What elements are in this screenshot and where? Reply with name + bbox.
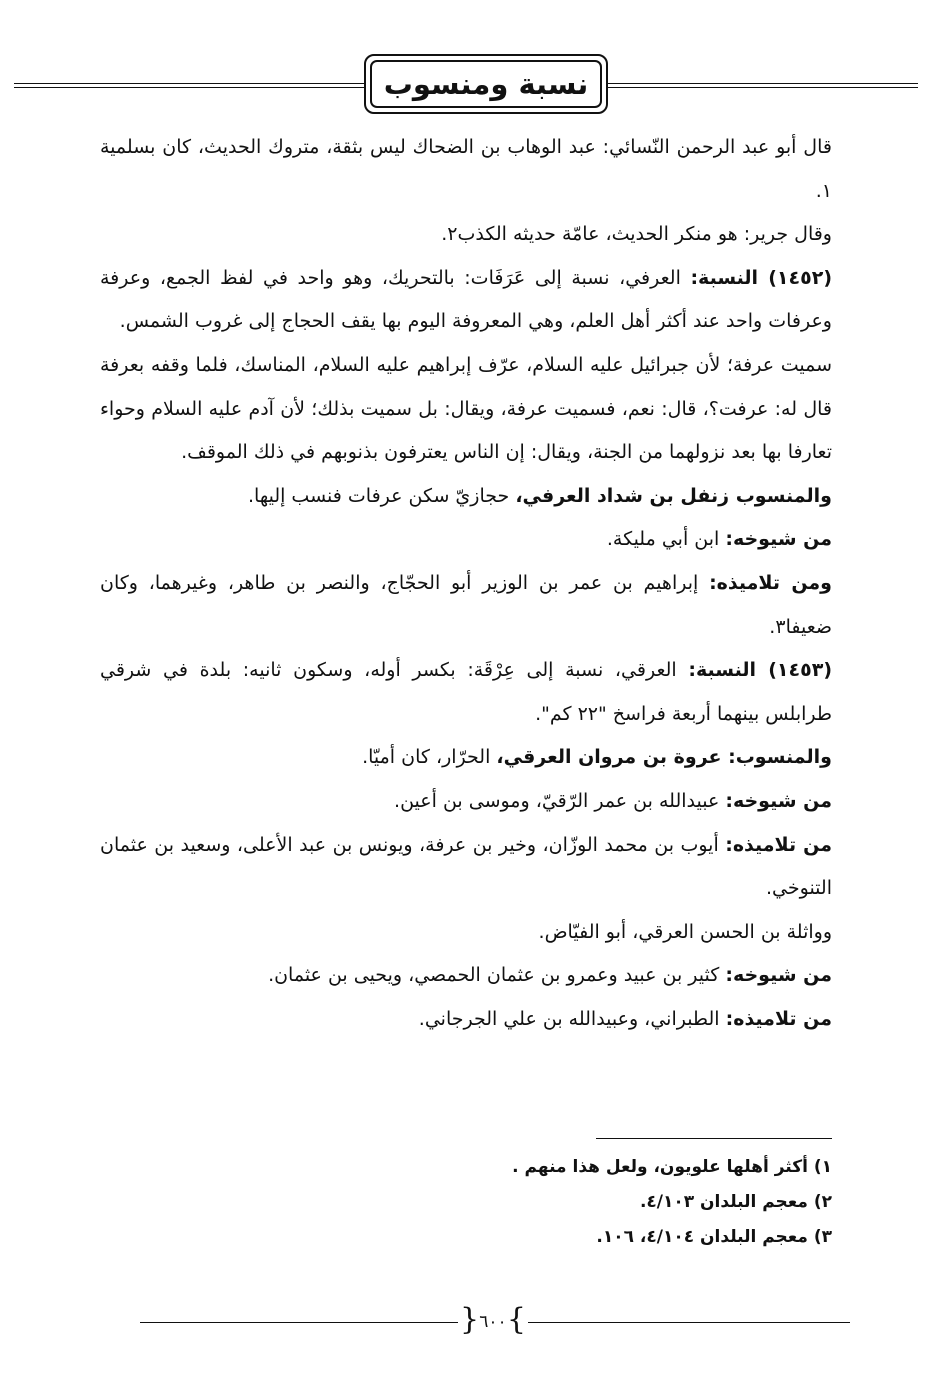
paragraph [100, 824, 832, 911]
footnote: ٢) معجم البلدان ٤/١٠٣. [639, 1192, 832, 1212]
entry-1452 [100, 257, 832, 344]
label: من تلاميذه: [725, 833, 832, 856]
running-header [0, 52, 932, 118]
label: من شيوخه: [725, 789, 832, 812]
label: من شيوخه: [725, 964, 832, 987]
text: أيوب بن محمد الوزّان، وخير بن عرفة، ويونس بن عبد الأعلى، وسعيد بن عثمان التنوخي. [100, 833, 832, 900]
footnotes [100, 1150, 832, 1255]
name: عروة بن مروان العرقي، [496, 746, 729, 769]
header-title: نسبة ومنسوب [370, 60, 602, 108]
paragraph: قال أبو عبد الرحمن النّسائي: عبد الوهاب بن الضحاك ليس بثقة، متروك الحديث، كان بسلمية ١. [100, 136, 832, 202]
footnote: ١) أكثر أهلها علويون، ولعل هذا منهم . [512, 1157, 832, 1177]
paragraph [100, 736, 832, 780]
label: ومن تلاميذه: [709, 571, 832, 594]
paragraph [100, 780, 832, 824]
entry-1453 [100, 649, 832, 736]
footnote-separator [596, 1138, 832, 1139]
text: ابن أبي مليكة. [606, 528, 726, 551]
paragraph [100, 954, 832, 998]
page-footer [0, 1306, 932, 1336]
paragraph: سميت عرفة؛ لأن جبرائيل عليه السلام، عرّف إبراهيم عليه السلام، المناسك، فلما وقفه بعرفة قال له: عرفت؟، قال: نعم، فسميت عرفة، ويقال: بل سميت بذلك؛ لأن آدم عليه السلام وحواء تعارفا بها بعد نزولهما من الجنة، ويقال: إن الناس يعترفون بذنوبهم في ذلك الموقف. [100, 353, 832, 464]
header-title-frame [364, 54, 608, 114]
entry-number: (١٤٥٢) النسبة: [690, 266, 832, 289]
header-rule-right [608, 83, 918, 88]
label: من شيوخه: [725, 528, 832, 551]
text: الحرّار، كان أميّا. [362, 746, 497, 769]
paragraph: وواثلة بن الحسن العرقي، أبو الفيّاض. [538, 920, 832, 943]
entry-text: العرفي، نسبة إلى عَرَفَات: بالتحريك، وهو واحد في لفظ الجمع، وعرفة وعرفات واحد عند أكثر أهل العلم، وهي المعروفة اليوم بها يقف الحجاج إلى غروب الشمس. [100, 266, 832, 333]
text: كثير بن عبيد وعمرو بن عثمان الحمصي، ويحيى بن عثمان. [268, 964, 726, 987]
label: والمنسوب: [728, 746, 832, 769]
paragraph: وقال جرير: هو منكر الحديث، عامّة حديثه الكذب٢. [441, 223, 832, 246]
text: عبيدالله بن عمر الرّقيّ، وموسى بن أعين. [394, 789, 726, 812]
footnote: ٣) معجم البلدان ٤/١٠٤، ١٠٦. [596, 1227, 832, 1247]
page-number: { ٦٠٠ } [458, 1306, 528, 1338]
text: حجازيّ سكن عرفات فنسب إليها. [248, 484, 516, 507]
paragraph [100, 998, 832, 1042]
footer-rule-right [528, 1322, 850, 1323]
main-text [100, 126, 832, 1041]
text: الطبراني، وعبيدالله بن علي الجرجاني. [418, 1007, 726, 1030]
paragraph [100, 562, 832, 649]
entry-number: (١٤٥٣) النسبة: [688, 659, 832, 682]
text: إبراهيم بن عمر بن الوزير أبو الحجّاج، والنصر بن طاهر، وغيرهما، وكان ضعيفا٣. [100, 571, 832, 638]
footer-rule-left [140, 1322, 458, 1323]
paragraph [100, 475, 832, 519]
paragraph [100, 518, 832, 562]
label: من تلاميذه: [725, 1007, 832, 1030]
label: والمنسوب زنفل بن شداد العرفي، [515, 484, 832, 507]
entry-text: العرقي، نسبة إلى عِرْقَة: بكسر أوله، وسكون ثانيه: بلدة في شرقي طرابلس بينهما أربعة فراسخ "٢٢ كم". [100, 659, 832, 725]
header-rule-left [14, 83, 364, 88]
